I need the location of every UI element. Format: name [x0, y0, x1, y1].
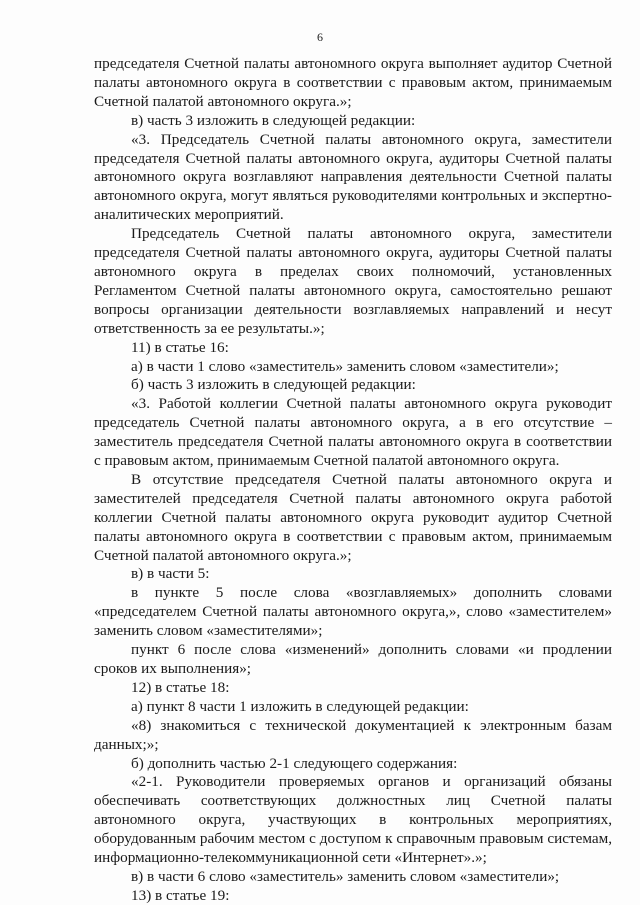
paragraph-14: «8) знакомиться с технической документацией к электронным базам данных;»;	[94, 716, 612, 753]
paragraph-12: 12) в статье 18:	[131, 678, 230, 696]
paragraph-10: в пункте 5 после слова «возглавляемых» дополнить словами «председателем Счетной палаты автономного округа,», слово «заместителем» заменить словом «заместителями»;	[94, 584, 612, 640]
document-body	[94, 55, 612, 906]
paragraph-2: «3. Председатель Счетной палаты автономного округа, заместители председателя Счетной палаты автономного округа, аудиторы Счетной палаты автономного округа возглавляют направления деятельности Счетной палаты автономного округа, могут являться руководителями контрольных и экспертно-аналитических мероприятий.	[94, 130, 612, 224]
paragraph-1: в) часть 3 изложить в следующей редакции:	[131, 111, 416, 129]
paragraph-8: В отсутствие председателя Счетной палаты автономного округа и заместителей председателя Счетной палаты автономного округа работой коллегии Счетной палаты автономного округа руководит аудитор Счетной палаты автономного округа в соответствии с правовым актом, принимаемым Счетной палатой автономного округа.»;	[94, 470, 612, 564]
paragraph-17: в) в части 6 слово «заместитель» заменить словом «заместители»;	[131, 867, 560, 885]
paragraph-16: «2-1. Руководители проверяемых органов и организаций обязаны обеспечивать соответствующих должностных лиц Счетной палаты автономного округа, участвующих в контрольных мероприятиях, оборудованным рабочим местом с доступом к справочным правовым системам, информационно-телекоммуникационной сети «Интернет».»;	[94, 773, 612, 867]
paragraph-3: Председатель Счетной палаты автономного округа, заместители председателя Счетной палаты автономного округа, аудиторы Счетной палаты автономного округа в пределах своих полномочий, установленных Регламентом Счетной палаты автономного округа, самостоятельно решают вопросы организации деятельности возглавляемых направлений и несут ответственность за ее результаты.»;	[94, 225, 612, 337]
paragraph-15: б) дополнить частью 2-1 следующего содержания:	[131, 754, 458, 772]
paragraph-5: а) в части 1 слово «заместитель» заменить словом «заместители»;	[131, 357, 559, 375]
paragraph-9: в) в части 5:	[131, 565, 210, 583]
page-number: 6	[317, 30, 323, 44]
paragraph-6: б) часть 3 изложить в следующей редакции:	[131, 376, 416, 394]
paragraph-7: «3. Работой коллегии Счетной палаты автономного округа руководит председатель Счетной палаты автономного округа, а в его отсутствие – заместитель председателя Счетной палаты автономного округа в соответствии с правовым актом, принимаемым Счетной палатой автономного округа.	[94, 395, 612, 470]
paragraph-13: а) пункт 8 части 1 изложить в следующей редакции:	[131, 697, 469, 715]
paragraph-4: 11) в статье 16:	[131, 338, 229, 356]
paragraph-11: пункт 6 после слова «изменений» дополнить словами «и продлении сроков их выполнения»;	[94, 641, 612, 677]
paragraph-18: 13) в статье 19:	[131, 886, 230, 904]
paragraph-0: председателя Счетной палаты автономного округа выполняет аудитор Счетной палаты автономного округа в соответствии с правовым актом, принимаемым Счетной палатой автономного округа.»;	[94, 55, 612, 110]
